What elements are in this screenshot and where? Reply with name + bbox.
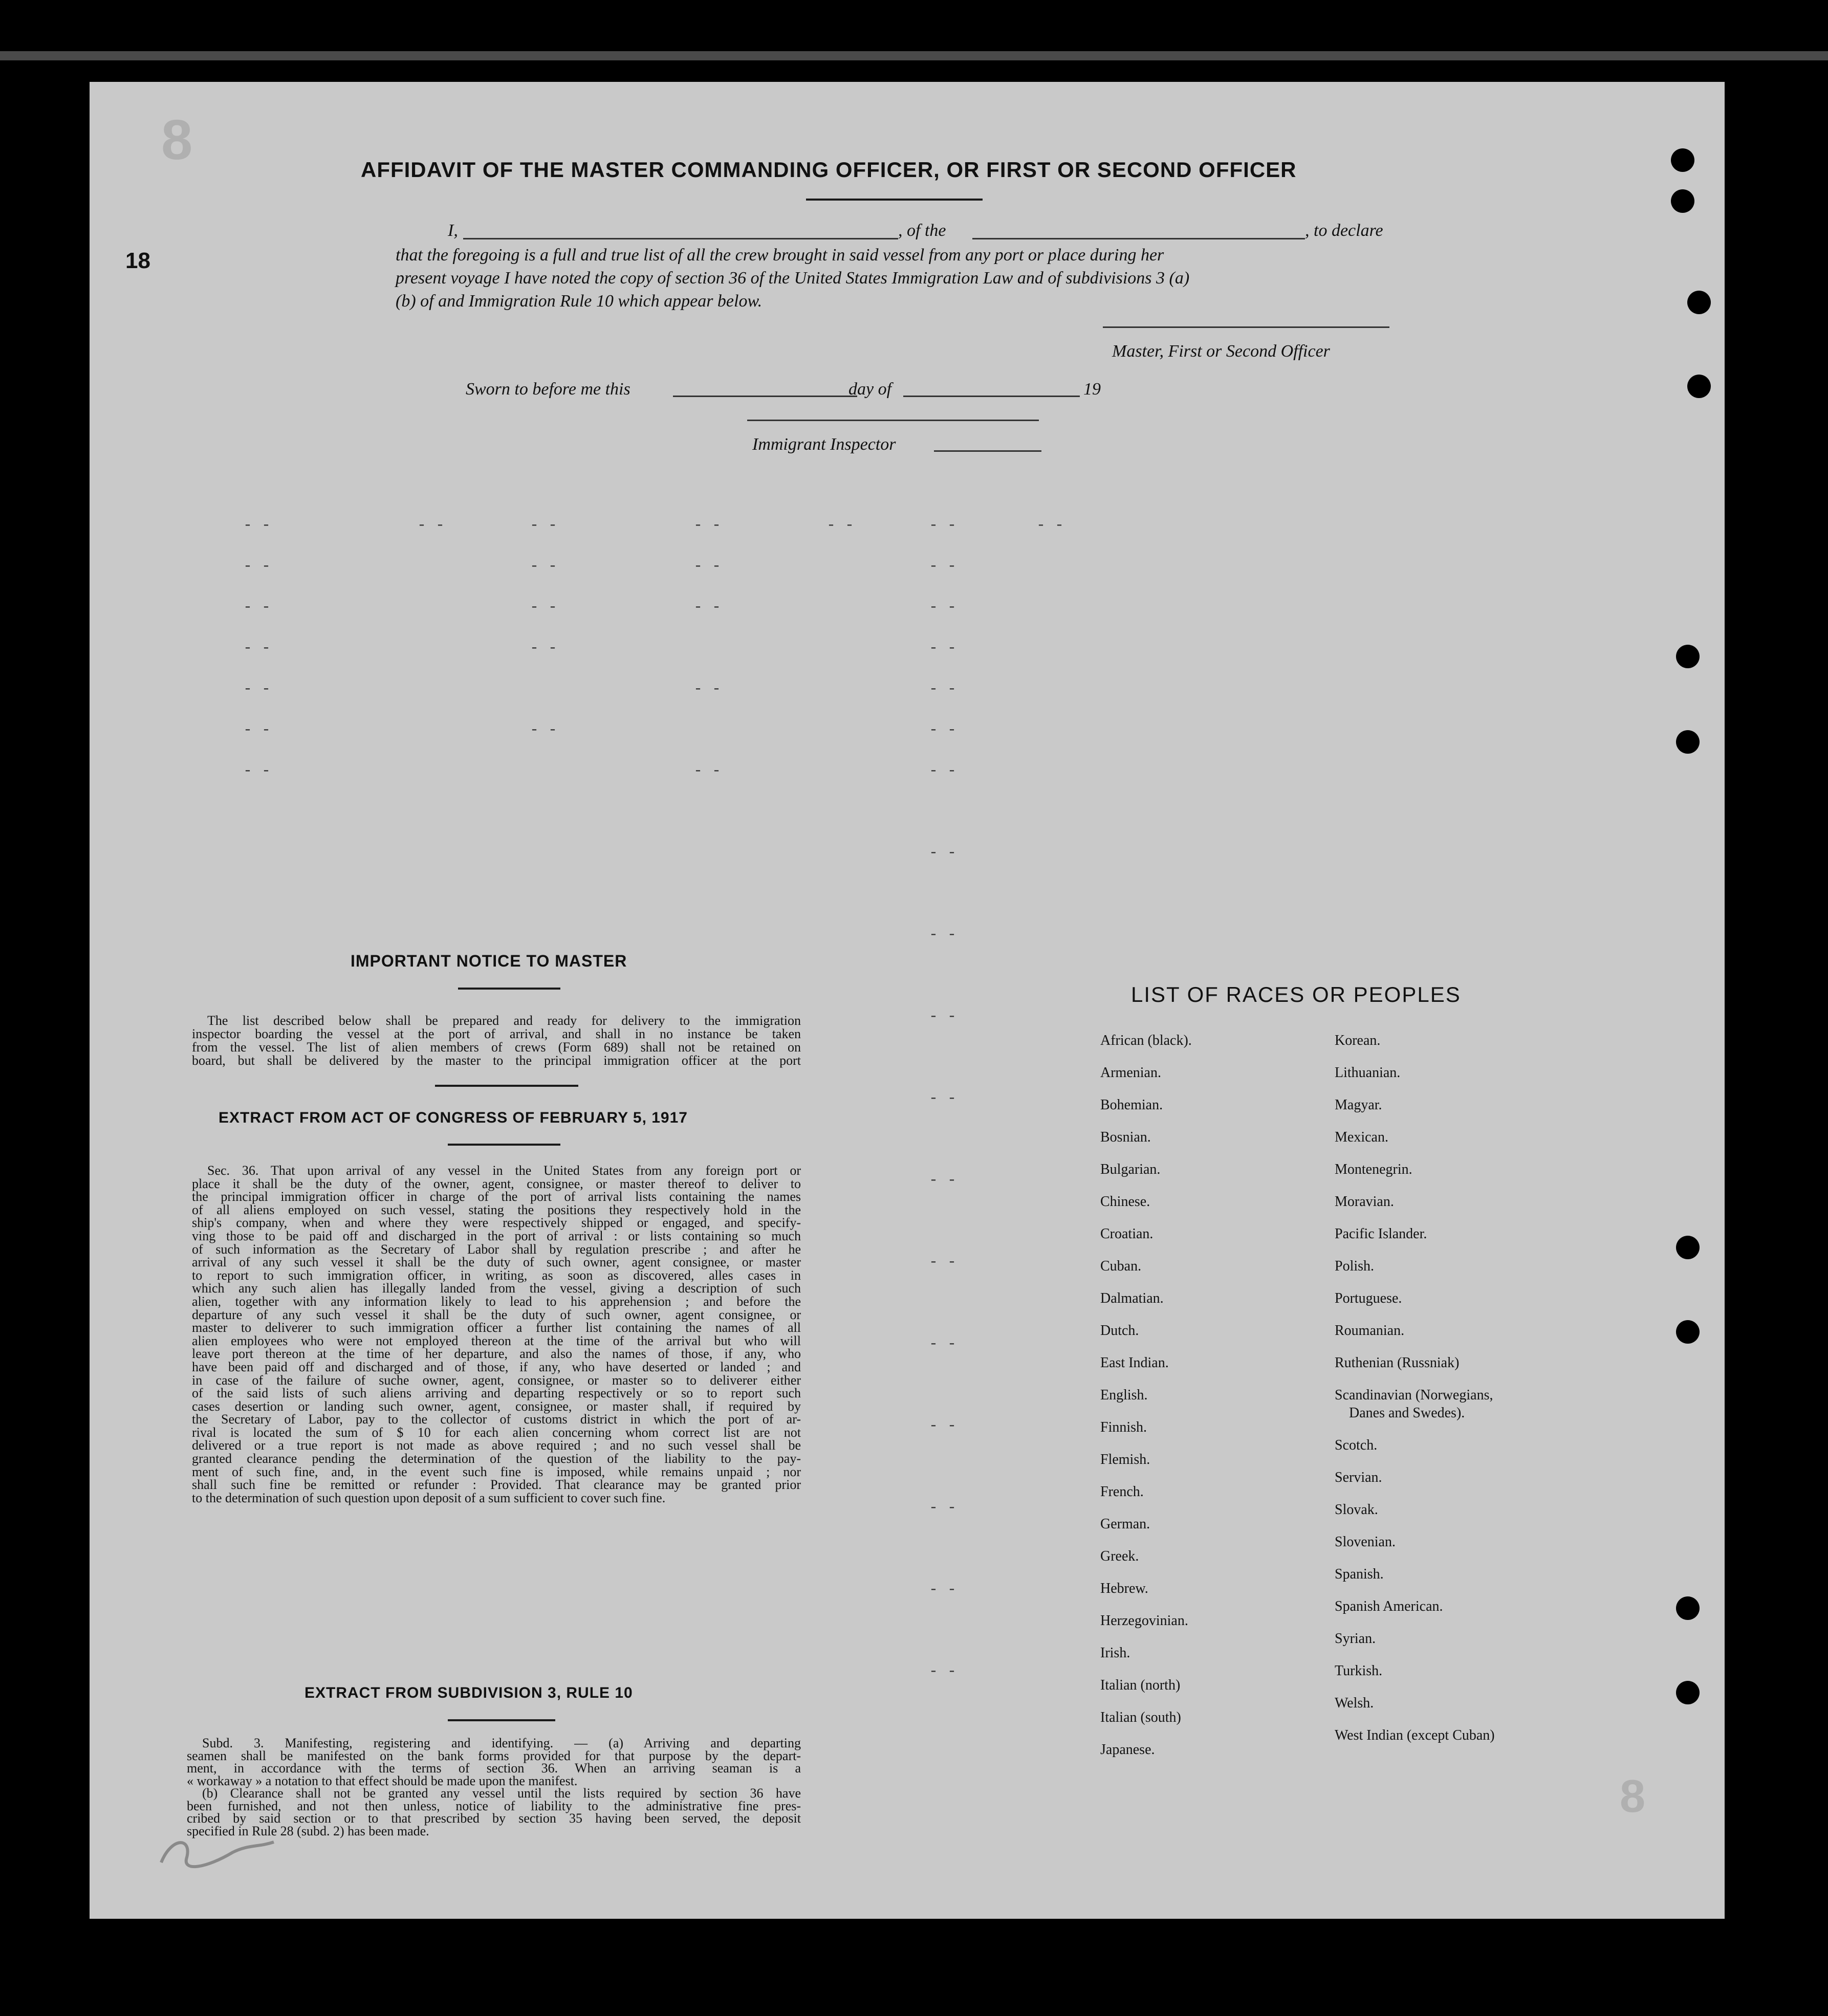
races-right-column xyxy=(1335,1033,1580,1749)
sworn-month-field[interactable] xyxy=(903,396,1080,397)
act-line: departure of any such vessel it shall be the duty of such owner, agent consignee, or xyxy=(192,1307,801,1322)
punch-hole xyxy=(1676,1681,1700,1704)
race-item: Dutch. xyxy=(1100,1323,1139,1339)
race-item: Syrian. xyxy=(1335,1631,1376,1647)
affidavit-line-4: (b) of and Immigration Rule 10 which appear below. xyxy=(396,292,763,311)
rule-line: seamen shall be manifested on the bank forms provided for that purpose by the depart- xyxy=(187,1748,801,1763)
act-line: have been paid off and discharged and of those, if any, who have deserted or landed ; and xyxy=(192,1359,801,1374)
sworn-label: Sworn to before me this xyxy=(466,380,630,399)
ditto-marks-area: - - - - - - - - - - - - - - - - - - - - - - - - - - - - - - - - - - - - - - - - - - - - - - - - - - - - - - - - - - - - - - - - - - - - - - - - - - - - xyxy=(243,517,1064,1680)
race-item: Ruthenian (Russniak) xyxy=(1335,1355,1460,1371)
notice-body xyxy=(192,1014,801,1067)
inspector-signature-field[interactable] xyxy=(747,420,1039,421)
punch-hole xyxy=(1671,189,1694,213)
race-item: Armenian. xyxy=(1100,1065,1161,1081)
race-item: Danes and Swedes). xyxy=(1349,1405,1465,1421)
race-item: Portuguese. xyxy=(1335,1290,1402,1306)
race-item: Moravian. xyxy=(1335,1194,1394,1210)
affidavit-of-the: , of the xyxy=(898,221,946,240)
notice-title-rule xyxy=(458,988,560,990)
race-item: Finnish. xyxy=(1100,1419,1147,1435)
master-name-field[interactable] xyxy=(463,238,898,239)
act-line: in case of the failure of suche owner, agent, consignee, or master so to deliverer either xyxy=(192,1372,801,1388)
act-title: EXTRACT FROM ACT OF CONGRESS OF FEBRUARY 5, 1917 xyxy=(219,1109,688,1126)
rule-line: ment, in accordance with the terms of section 36. When an arriving seaman is a xyxy=(187,1761,801,1776)
rule-line: (b) Clearance shall not be granted any vessel until the lists required by section 36 have xyxy=(202,1786,801,1801)
rule-line: Subd. 3. Manifesting, registering and identifying. — (a) Arriving and departing xyxy=(202,1736,801,1750)
race-item: Bulgarian. xyxy=(1100,1162,1161,1177)
race-item: Spanish. xyxy=(1335,1566,1384,1582)
act-line: leave port thereon at the time of her departure, and also the names of those, if any, who xyxy=(192,1346,801,1362)
race-item: Magyar. xyxy=(1335,1097,1382,1113)
act-line: of such information as the Secretary of Labor shall by regulation prescribe ; and after he xyxy=(192,1241,801,1257)
act-line: alien, together with any information likely to lead to his apprehension ; and before the xyxy=(192,1294,801,1309)
race-item: Spanish American. xyxy=(1335,1598,1443,1614)
act-body xyxy=(192,1164,801,1504)
race-item: East Indian. xyxy=(1100,1355,1169,1371)
act-line: alien employees who were not employed thereon at the time of the arrival but who will xyxy=(192,1333,801,1348)
act-line: Sec. 36. That upon arrival of any vessel in the United States from any foreign port or xyxy=(207,1163,801,1178)
act-line: rival is located the sum of $ 10 for each alien concerning whom correct list are not xyxy=(192,1425,801,1440)
race-item: Pacific Islander. xyxy=(1335,1226,1427,1242)
rule-line: « workaway » a notation to that effect should be made upon the manifest. xyxy=(187,1773,578,1788)
punch-hole xyxy=(1676,645,1700,668)
race-item: Servian. xyxy=(1335,1470,1382,1485)
affidavit-title-rule xyxy=(806,199,983,201)
vessel-name-field[interactable] xyxy=(972,238,1305,239)
race-item: Polish. xyxy=(1335,1258,1375,1274)
punch-hole xyxy=(1676,1236,1700,1259)
affidavit-line-2: that the foregoing is a full and true list of all the crew brought in said vessel from any port or place during her xyxy=(396,246,1164,265)
punch-hole xyxy=(1676,730,1700,754)
race-item: French. xyxy=(1100,1484,1144,1500)
race-item: African (black). xyxy=(1100,1033,1192,1048)
rule-line: cribed by said section or to that prescribed by section 35 having been served, the deposit xyxy=(187,1811,801,1826)
notice-end-rule xyxy=(435,1085,578,1087)
race-item: Greek. xyxy=(1100,1548,1139,1564)
race-item: Roumanian. xyxy=(1335,1323,1405,1339)
rule-title: EXTRACT FROM SUBDIVISION 3, RULE 10 xyxy=(304,1684,633,1701)
race-item: Lithuanian. xyxy=(1335,1065,1401,1081)
race-item: Korean. xyxy=(1335,1033,1381,1048)
bleed-through-page-marker: 8 xyxy=(161,108,193,171)
act-line: the principal immigration officer in charge of the port of arrival lists containing the names xyxy=(192,1189,801,1204)
inspector-extra-line xyxy=(934,450,1041,452)
act-line: ving those to be paid off and discharged in the port of arrival : or lists containing so much xyxy=(192,1228,801,1243)
punch-hole xyxy=(1676,1596,1700,1620)
handwritten-mark xyxy=(151,1816,284,1878)
act-title-rule xyxy=(448,1144,560,1146)
races-title: LIST OF RACES OR PEOPLES xyxy=(1131,982,1461,1006)
act-line: cases desertion or landing such owner, agent, consignee, or master shall, if required by xyxy=(192,1398,801,1414)
act-line: shall such fine be remitted or refunder : Provided. That clearance may be granted prior xyxy=(192,1477,801,1493)
act-line: arrival of any such vessel it shall be the duty of such owner, agent consignee, or master xyxy=(192,1255,801,1270)
races-left-column xyxy=(1100,1033,1315,1758)
notice-line: inspector boarding the vessel at the port of arrival, and shall in no instance be taken xyxy=(192,1026,801,1041)
race-item: Bosnian. xyxy=(1100,1129,1151,1145)
notice-line: board, but shall be delivered by the master to the principal immigration officer at the port xyxy=(192,1053,801,1068)
race-item: Irish. xyxy=(1100,1645,1130,1661)
notice-line: from the vessel. The list of alien members of crews (Form 689) shall not be retained on xyxy=(192,1040,801,1055)
affidavit-to-declare: , to declare xyxy=(1305,221,1383,240)
affidavit-title: AFFIDAVIT OF THE MASTER COMMANDING OFFICER, OR FIRST OR SECOND OFFICER xyxy=(361,158,1297,182)
race-item: Hebrew. xyxy=(1100,1581,1148,1596)
notice-title: IMPORTANT NOTICE TO MASTER xyxy=(351,952,627,970)
rule-line: been furnished, and not then unless, notice of liability to the administrative fine pres- xyxy=(187,1798,801,1813)
act-line: to the determination of such question upon deposit of a sum sufficient to cover such fine. xyxy=(192,1490,666,1505)
day-of-label: day of xyxy=(848,380,892,399)
punch-hole xyxy=(1687,375,1711,398)
race-item: Dalmatian. xyxy=(1100,1290,1164,1306)
act-line: of the said lists of such aliens arriving and departing respectively or so to report such xyxy=(192,1386,801,1401)
race-item: Chinese. xyxy=(1100,1194,1150,1210)
affidavit-line-3: present voyage I have noted the copy of section 36 of the United States Immigration Law and of subdivisions 3 (a) xyxy=(396,269,1190,288)
race-item: Herzegovinian. xyxy=(1100,1613,1188,1629)
race-item: Scotch. xyxy=(1335,1437,1378,1453)
notice-line: The list described below shall be prepared and ready for delivery to the immigration xyxy=(207,1013,801,1028)
race-item: West Indian (except Cuban) xyxy=(1335,1727,1495,1743)
master-signature-caption: Master, First or Second Officer xyxy=(1112,342,1330,361)
race-item: Croatian. xyxy=(1100,1226,1154,1242)
act-line: master to deliverer to such immigration officer a further list containing the names of all xyxy=(192,1320,801,1335)
rule-title-rule xyxy=(448,1719,555,1721)
rule-line: specified in Rule 28 (subd. 2) has been made. xyxy=(187,1823,429,1838)
race-item: Mexican. xyxy=(1335,1129,1388,1145)
master-signature-field[interactable] xyxy=(1103,326,1389,328)
race-item: German. xyxy=(1100,1516,1150,1532)
sworn-day-field[interactable] xyxy=(673,396,857,397)
punch-hole xyxy=(1676,1320,1700,1344)
race-item: Montenegrin. xyxy=(1335,1162,1412,1177)
race-item: Slovak. xyxy=(1335,1502,1378,1518)
side-mark: 18 xyxy=(125,248,150,273)
act-line: ment of such fine, and, in the event such fine is imposed, while remains unpaid ; nor xyxy=(192,1464,801,1479)
act-line: to report to such immigration officer, in writing, as soon as discovered, alles cases in xyxy=(192,1267,801,1283)
act-line: ship's company, when and where they were respectively shipped or engaged, and specify- xyxy=(192,1215,801,1231)
race-item: Turkish. xyxy=(1335,1663,1383,1679)
year-label: 19 xyxy=(1083,380,1101,399)
race-item: Japanese. xyxy=(1100,1742,1155,1758)
race-item: Slovenian. xyxy=(1335,1534,1396,1550)
act-line: which any such alien has illegally landed from the vessel, giving a description of such xyxy=(192,1281,801,1296)
act-line: delivered or a true report is not made as above required ; and no such vessel shall be xyxy=(192,1438,801,1453)
punch-hole xyxy=(1671,148,1694,172)
race-item: Bohemian. xyxy=(1100,1097,1163,1113)
punch-hole xyxy=(1687,291,1711,314)
act-line: place it shall be the duty of the owner, agent, consignee, or master thereof to deliver to xyxy=(192,1176,801,1191)
scanner-edge xyxy=(0,51,1828,60)
act-line: the Secretary of Labor, pay to the collector of customs district in which the port of ar- xyxy=(192,1412,801,1427)
inspector-caption: Immigrant Inspector xyxy=(752,435,896,454)
act-line: granted clearance pending the determination of the question of the liability to the pay- xyxy=(192,1451,801,1466)
race-item: Welsh. xyxy=(1335,1695,1374,1711)
race-item: Cuban. xyxy=(1100,1258,1142,1274)
document-page xyxy=(90,82,1725,1919)
bleed-through-page-marker-bottom: 8 xyxy=(1620,1771,1646,1822)
race-item: Italian (south) xyxy=(1100,1710,1181,1725)
affidavit-i: I, xyxy=(448,221,458,240)
race-item: Flemish. xyxy=(1100,1452,1150,1467)
act-line: of all aliens employed on such vessel, stating the positions they respectively hold in the xyxy=(192,1202,801,1217)
race-item: Scandinavian (Norwegians, xyxy=(1335,1387,1493,1403)
race-item: English. xyxy=(1100,1387,1148,1403)
race-item: Italian (north) xyxy=(1100,1677,1181,1693)
